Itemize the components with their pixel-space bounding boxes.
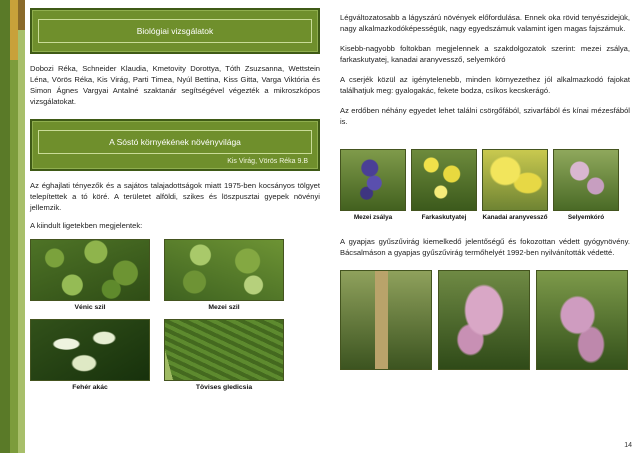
- decor-bar-brown-top: [18, 0, 25, 30]
- left-photo-grid: [30, 239, 320, 391]
- right-paragraph-3: A cserjék közül az igénytelenebb, minden környezethez jól alkalmazkodó fajokat találhatjuk meg: gyalogakác, fekete bodza, csíkos kecskerágó.: [340, 75, 630, 95]
- photo-cell-kanadai-aranyvesszo: [482, 149, 548, 222]
- photo-caption-mezei-zsalya: Mezei zsálya: [353, 214, 393, 221]
- left-column: [30, 8, 320, 391]
- photo-tovises-gledicsia: [164, 319, 284, 381]
- photo-gyuszuvirag-1: [340, 270, 432, 370]
- photo-caption-venic-szil: Vénic szil: [74, 304, 106, 311]
- right-column: [340, 8, 630, 370]
- photo-cell-farkaskutyatej: [411, 149, 477, 222]
- left-paragraph-1: Dobozi Réka, Schneider Klaudia, Kmetovity Dorottya, Tóth Zsuzsanna, Wettstein Léna, Vörös Réka, Kis Virág, Parti Timea, Nyúl Bettina, Kiss Gitta, Varga Viktória és Simon Ágnes Vargyai Antalné szaktanár segítségével végezték a mikroszkópos vizsgálatokat.: [30, 64, 320, 106]
- left-paragraph-2: Az éghajlati tényezők és a sajátos talajadottságok miatt 1975-ben kocsányos tölgyet telepítettek a tó köré. A területet alföldi, szikes és löszpusztai gyepek növényi jellemzik.: [30, 181, 320, 212]
- photo-cell-feher-akac: [30, 319, 150, 391]
- banner-biologiai-vizsgalatok: [30, 8, 320, 54]
- right-paragraph-4: Az erdőben néhány egyedet lehet találni csörgőfából, szivarfából és kínai mézesfából is.: [340, 106, 630, 126]
- decor-bar-outer: [0, 0, 10, 453]
- decor-bar-gold-top: [10, 0, 18, 60]
- photo-kanadai-aranyvesszo: [482, 149, 548, 211]
- photo-gyuszuvirag-2: [438, 270, 530, 370]
- photo-selyemkoro: [553, 149, 619, 211]
- banner-biologiai-vizsgalatok-title: Biológiai vizsgálatok: [38, 19, 312, 43]
- right-paragraph-1: Légváltozatosabb a lágyszárú növények előfordulása. Ennek oka rövid tenyészidejük, nagy alkalmazkodóképességük, nagy egyedszámuk valamint igen magas fajszámuk.: [340, 13, 630, 33]
- right-photo-strip: [340, 149, 630, 222]
- decor-bar-green: [10, 60, 18, 453]
- right-paragraph-5: A gyapjas gyűszűvirág kiemelkedő jelentőségű és fokozottan védett gyógynövény. Bácsalmáson a gyapjas gyűszűvirág termőhelyét 1992-ben nyilvánították védetté.: [340, 236, 630, 257]
- photo-cell-selyemkoro: [553, 149, 619, 222]
- banner-sosto-title: A Sóstó környékének növényvilága: [38, 130, 312, 154]
- photo-cell-gyuszuvirag-3: [536, 270, 628, 370]
- photo-caption-feher-akac: Fehér akác: [72, 384, 108, 391]
- photo-mezei-szil: [164, 239, 284, 301]
- page-number: 14: [624, 442, 632, 449]
- photo-caption-kanadai-aranyvesszo: Kanadai aranyvessző: [482, 214, 548, 221]
- photo-mezei-zsalya: [340, 149, 406, 211]
- left-paragraph-3: A kiindult ligetekben megjelentek:: [30, 221, 143, 230]
- photo-farkaskutyatej: [411, 149, 477, 211]
- photo-caption-farkaskutyatej: Farkaskutyatej: [421, 214, 467, 221]
- photo-caption-selyemkoro: Selyemkóró: [567, 214, 605, 221]
- photo-cell-mezei-zsalya: [340, 149, 406, 222]
- photo-cell-gyuszuvirag-2: [438, 270, 530, 370]
- banner-sosto-authors: Kis Virág, Vörös Réka 9.B: [227, 158, 308, 165]
- photo-feher-akac: [30, 319, 150, 381]
- photo-caption-tovises-gledicsia: Tövises gledicsia: [195, 384, 253, 391]
- photo-gyuszuvirag-3: [536, 270, 628, 370]
- photo-cell-venic-szil: [30, 239, 150, 311]
- decor-bar-light-green: [18, 30, 25, 453]
- right-paragraph-2: Kisebb-nagyobb foltokban megjelennek a szakdolgozatok szerint: mezei zsálya, farkaskutyatej, kanadai aranyvessző, selyemkóró: [340, 44, 630, 64]
- photo-caption-mezei-szil: Mezei szil: [208, 304, 240, 311]
- photo-cell-tovises-gledicsia: [164, 319, 284, 391]
- right-photo-strip-2: [340, 270, 630, 370]
- photo-cell-mezei-szil: [164, 239, 284, 311]
- photo-cell-gyuszuvirag-1: [340, 270, 432, 370]
- banner-sosto-novenyvilaga: [30, 119, 320, 171]
- photo-venic-szil: [30, 239, 150, 301]
